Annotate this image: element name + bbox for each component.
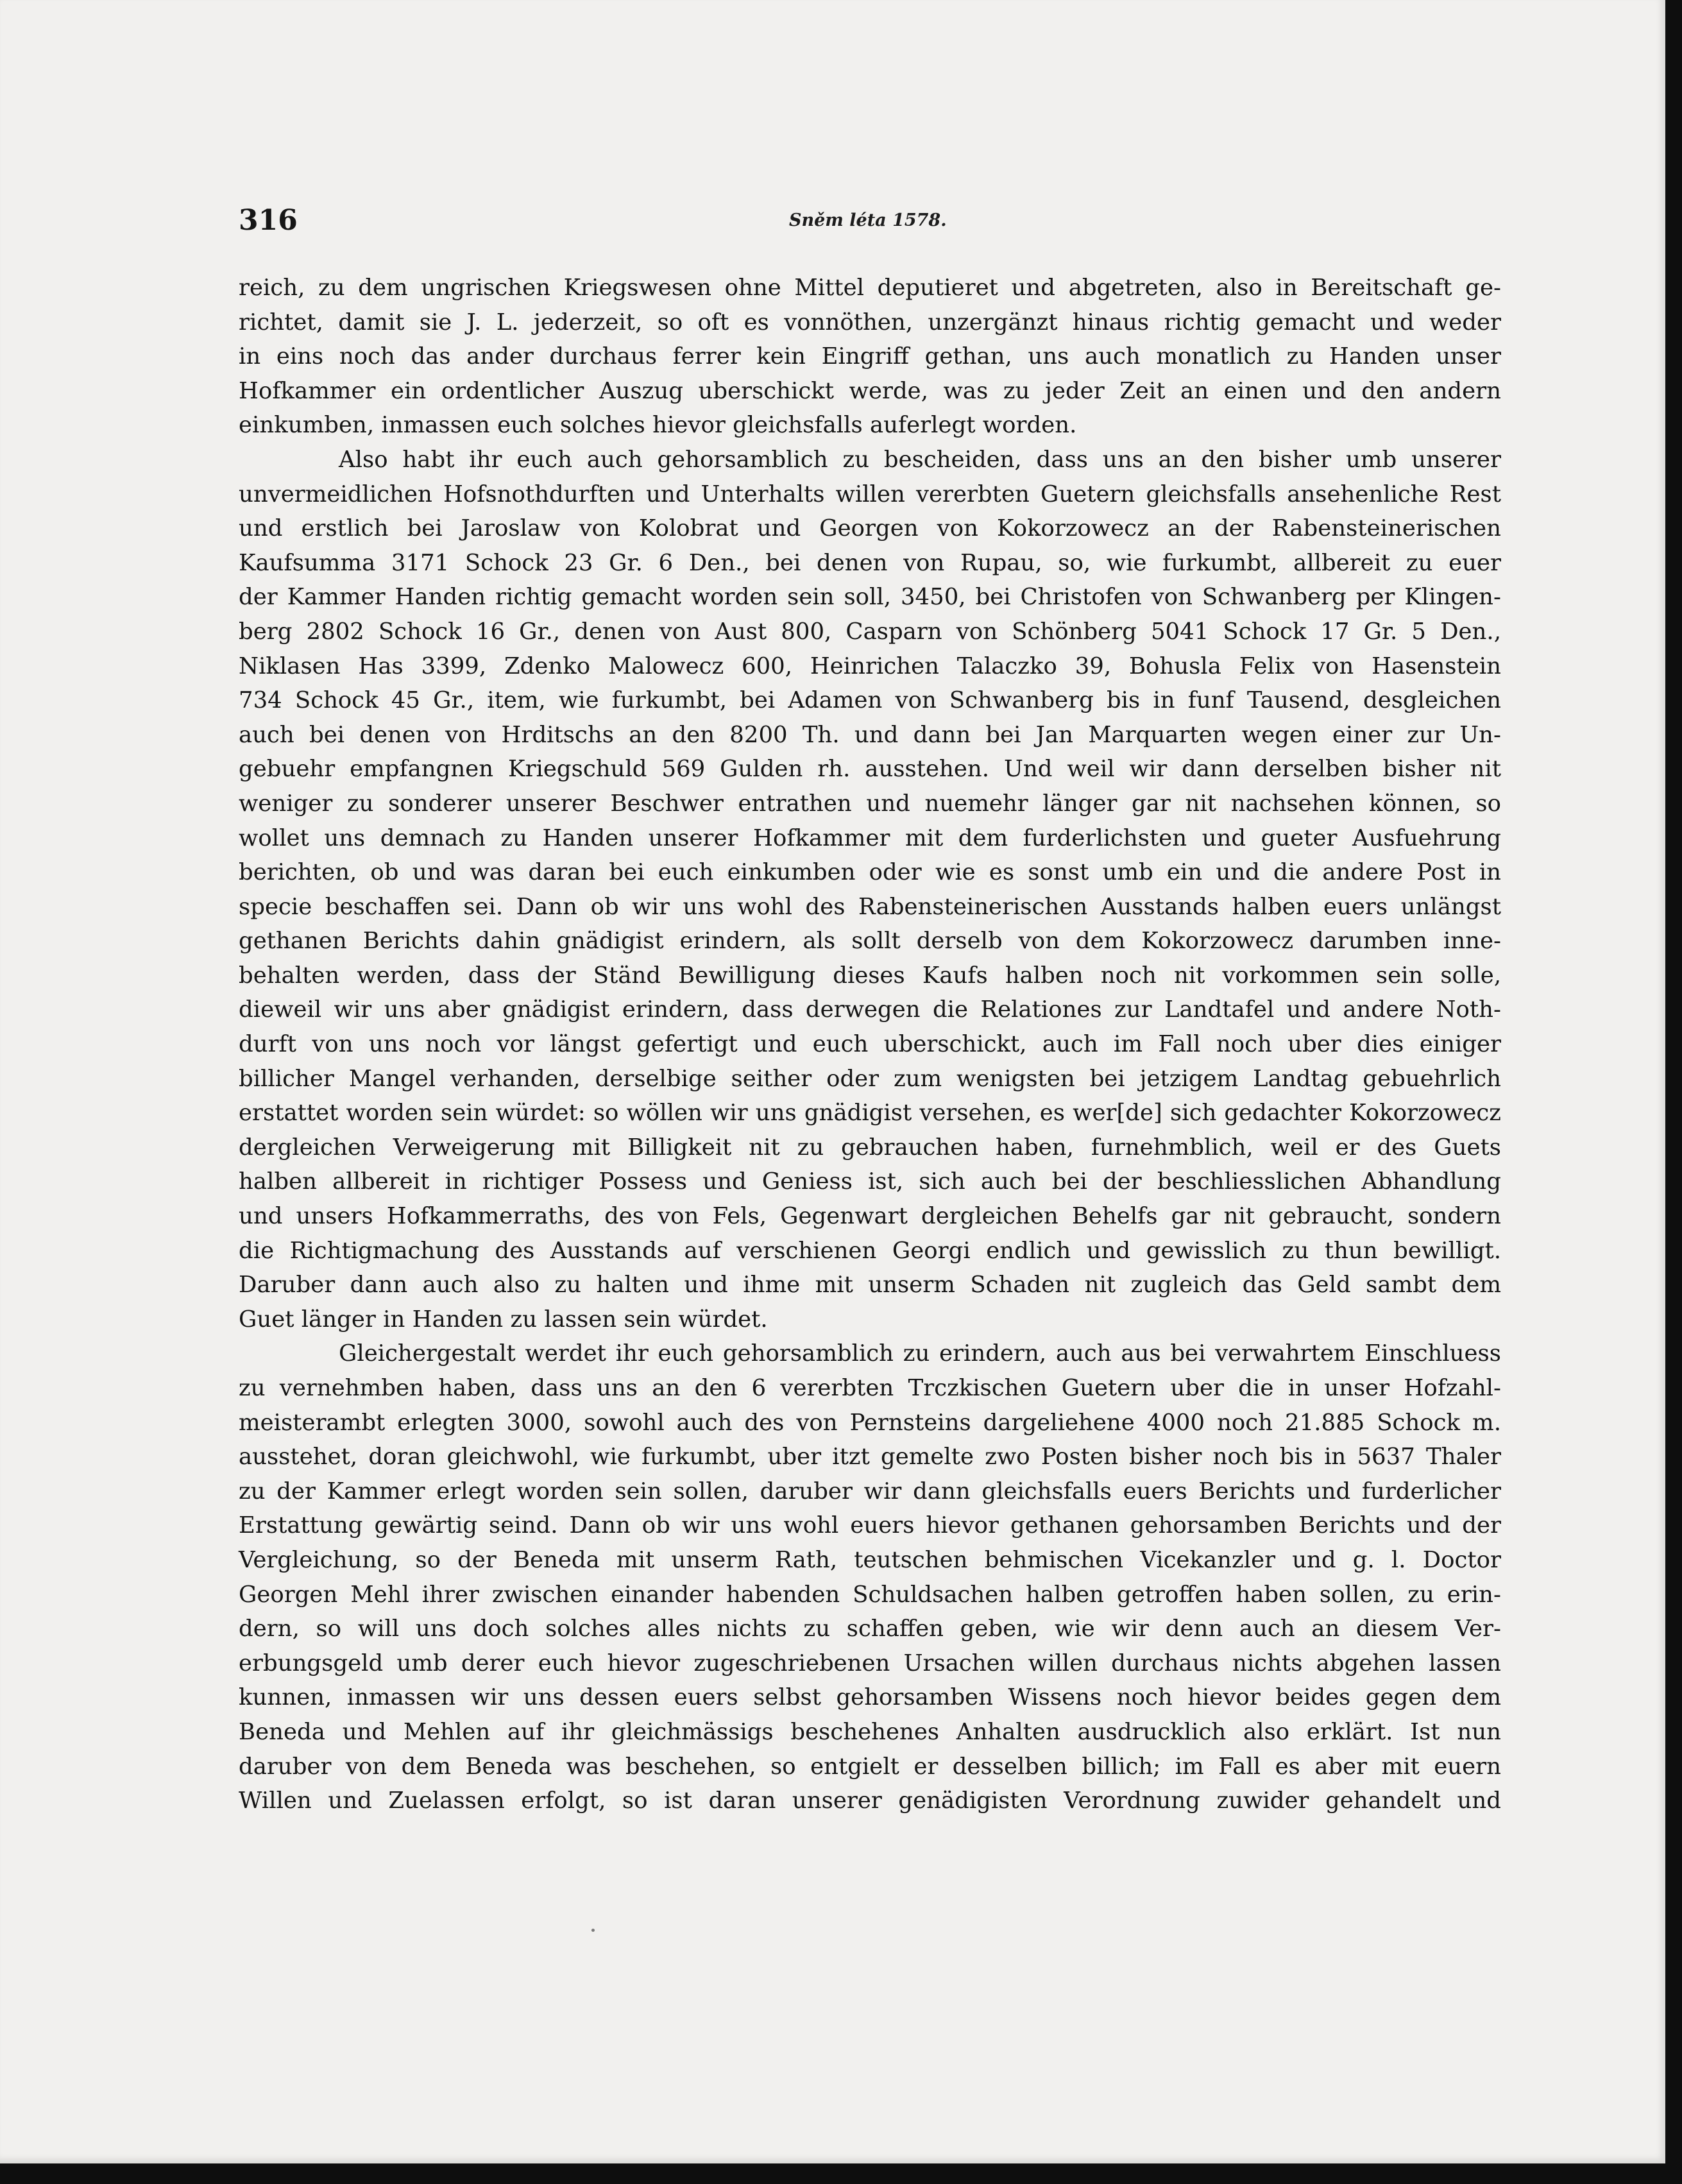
page-number: 316 <box>239 204 298 237</box>
text-line: Guet länger in Handen zu lassen sein würdet. <box>239 1306 768 1333</box>
text-line: gebuehr empfangnen Kriegschuld 569 Gulden rh. ausstehen. Und weil wir dann derselben bisher nit <box>239 756 1501 783</box>
text-line: Beneda und Mehlen auf ihr gleichmässigs beschehenes Anhalten ausdrucklich also erklärt. Ist nun <box>239 1718 1501 1745</box>
text-line: Hofkammer ein ordentlicher Auszug uberschickt werde, was zu jeder Zeit an einen und den andern <box>239 377 1501 404</box>
scan-border-bottom <box>0 2163 1682 2184</box>
text-line: dergleichen Verweigerung mit Billigkeit nit zu gebrauchen haben, furnehmblich, weil er des Guets <box>239 1134 1501 1161</box>
text-line: halben allbereit in richtiger Possess und Geniess ist, sich auch bei der beschliesslichen Abhandlung <box>239 1168 1501 1195</box>
text-line: in eins noch das ander durchaus ferrer kein Eingriff gethan, uns auch monatlich zu Handen unser <box>239 343 1501 370</box>
text-line: und erstlich bei Jaroslaw von Kolobrat und Georgen von Kokorzowecz an der Rabensteinerischen <box>239 515 1501 542</box>
text-line: behalten werden, dass der Ständ Bewilligung dieses Kaufs halben noch nit vorkommen sein solle, <box>239 962 1501 989</box>
scan-speck <box>591 1929 595 1932</box>
text-line: und unsers Hofkammerraths, des von Fels, Gegenwart dergleichen Behelfs gar nit gebraucht, sondern <box>239 1203 1501 1230</box>
text-line: Georgen Mehl ihrer zwischen einander habenden Schuldsachen halben getroffen haben sollen, zu erin- <box>239 1581 1501 1608</box>
text-line: reich, zu dem ungrischen Kriegswesen ohne Mittel deputieret und abgetreten, also in Bereitschaft ge- <box>239 275 1501 301</box>
text-line: berichten, ob und was daran bei euch einkumben oder wie es sonst umb ein und die andere Post in <box>239 859 1501 886</box>
text-line: Willen und Zuelassen erfolgt, so ist daran unserer genädigisten Verordnung zuwider gehandelt und <box>239 1787 1501 1814</box>
paragraph-start-line: Gleichergestalt werdet ihr euch gehorsamblich zu erindern, auch aus bei verwahrtem Einschluess <box>339 1340 1501 1367</box>
text-line: die Richtigmachung des Ausstands auf verschienen Georgi endlich und gewisslich zu thun bewilligt. <box>239 1237 1501 1264</box>
text-line: dern, so will uns doch solches alles nichts zu schaffen geben, wie wir denn auch an diesem Ver- <box>239 1616 1501 1642</box>
text-line: Erstattung gewärtig seind. Dann ob wir uns wohl euers hievor gethanen gehorsamben Berichts und der <box>239 1512 1501 1539</box>
text-line: ausstehet, doran gleichwohl, wie furkumbt, uber itzt gemelte zwo Posten bisher noch bis in 5637 Thaler <box>239 1444 1501 1471</box>
text-line: einkumben, inmassen euch solches hievor gleichsfalls auferlegt worden. <box>239 412 1077 439</box>
text-line: durft von uns noch vor längst gefertigt und euch uberschickt, auch im Fall noch uber dies einiger <box>239 1031 1501 1058</box>
running-title: Sněm léta 1578. <box>789 210 947 230</box>
text-line: daruber von dem Beneda was beschehen, so entgielt er desselben billich; im Fall es aber mit euern <box>239 1753 1501 1780</box>
text-line: weniger zu sonderer unserer Beschwer entrathen und nuemehr länger gar nit nachsehen können, so <box>239 790 1501 817</box>
body-text <box>239 271 1501 1818</box>
text-line: meisterambt erlegten 3000, sowohl auch des von Pernsteins dargeliehene 4000 noch 21.885 Schock m. <box>239 1409 1501 1436</box>
text-line: Daruber dann auch also zu halten und ihme mit unserm Schaden nit zugleich das Geld sambt dem <box>239 1272 1501 1299</box>
text-line: zu vernehmben haben, dass uns an den 6 vererbten Trczkischen Guetern uber die in unser Hofzahl- <box>239 1375 1501 1401</box>
text-line: Niklasen Has 3399, Zdenko Malowecz 600, Heinrichen Talaczko 39, Bohusla Felix von Hasenstein <box>239 653 1501 679</box>
text-line: 734 Schock 45 Gr., item, wie furkumbt, bei Adamen von Schwanberg bis in funf Tausend, desgleichen <box>239 687 1501 714</box>
text-line: zu der Kammer erlegt worden sein sollen, daruber wir dann gleichsfalls euers Berichts und furderlicher <box>239 1478 1501 1505</box>
paragraph-start-line: Also habt ihr euch auch gehorsamblich zu bescheiden, dass uns an den bisher umb unserer <box>339 446 1501 473</box>
text-line: erbungsgeld umb derer euch hievor zugeschriebenen Ursachen willen durchaus nichts abgehen lassen <box>239 1650 1501 1676</box>
text-line: dieweil wir uns aber gnädigist erindern, dass derwegen die Relationes zur Landtafel und andere Noth- <box>239 996 1501 1023</box>
scan-border-right <box>1665 0 1682 2184</box>
text-line: der Kammer Handen richtig gemacht worden sein soll, 3450, bei Christofen von Schwanberg per Klingen- <box>239 584 1501 611</box>
text-line: billicher Mangel verhanden, derselbige seither oder zum wenigsten bei jetzigem Landtag gebuehrlich <box>239 1065 1501 1092</box>
text-line: berg 2802 Schock 16 Gr., denen von Aust 800, Casparn von Schönberg 5041 Schock 17 Gr. 5 Den., <box>239 618 1501 645</box>
text-line: erstattet worden sein würdet: so wöllen wir uns gnädigist versehen, es wer[de] sich gedachter Kokorzowecz <box>239 1100 1501 1127</box>
text-line: Vergleichung, so der Beneda mit unserm Rath, teutschen behmischen Vicekanzler und g. l. Doctor <box>239 1546 1501 1573</box>
text-line: auch bei denen von Hrditschs an den 8200 Th. und dann bei Jan Marquarten wegen einer zur Un- <box>239 721 1501 748</box>
text-line: wollet uns demnach zu Handen unserer Hofkammer mit dem furderlichsten und gueter Ausfuehrung <box>239 824 1501 851</box>
text-line: richtet, damit sie J. L. jederzeit, so oft es vonnöthen, unzergänzt hinaus richtig gemacht und weder <box>239 309 1501 336</box>
text-line: gethanen Berichts dahin gnädigist erindern, als sollt derselb von dem Kokorzowecz darumben inne- <box>239 928 1501 955</box>
text-line: unvermeidlichen Hofsnothdurften und Unterhalts willen vererbten Guetern gleichsfalls ansehenliche Rest <box>239 481 1501 508</box>
text-line: kunnen, inmassen wir uns dessen euers selbst gehorsamben Wissens noch hievor beides gegen dem <box>239 1684 1501 1711</box>
text-line: Kaufsumma 3171 Schock 23 Gr. 6 Den., bei denen von Rupau, so, wie furkumbt, allbereit zu euer <box>239 549 1501 576</box>
text-line: specie beschaffen sei. Dann ob wir uns wohl des Rabensteinerischen Ausstands halben euers unlängst <box>239 893 1501 920</box>
page-header <box>239 204 1501 243</box>
